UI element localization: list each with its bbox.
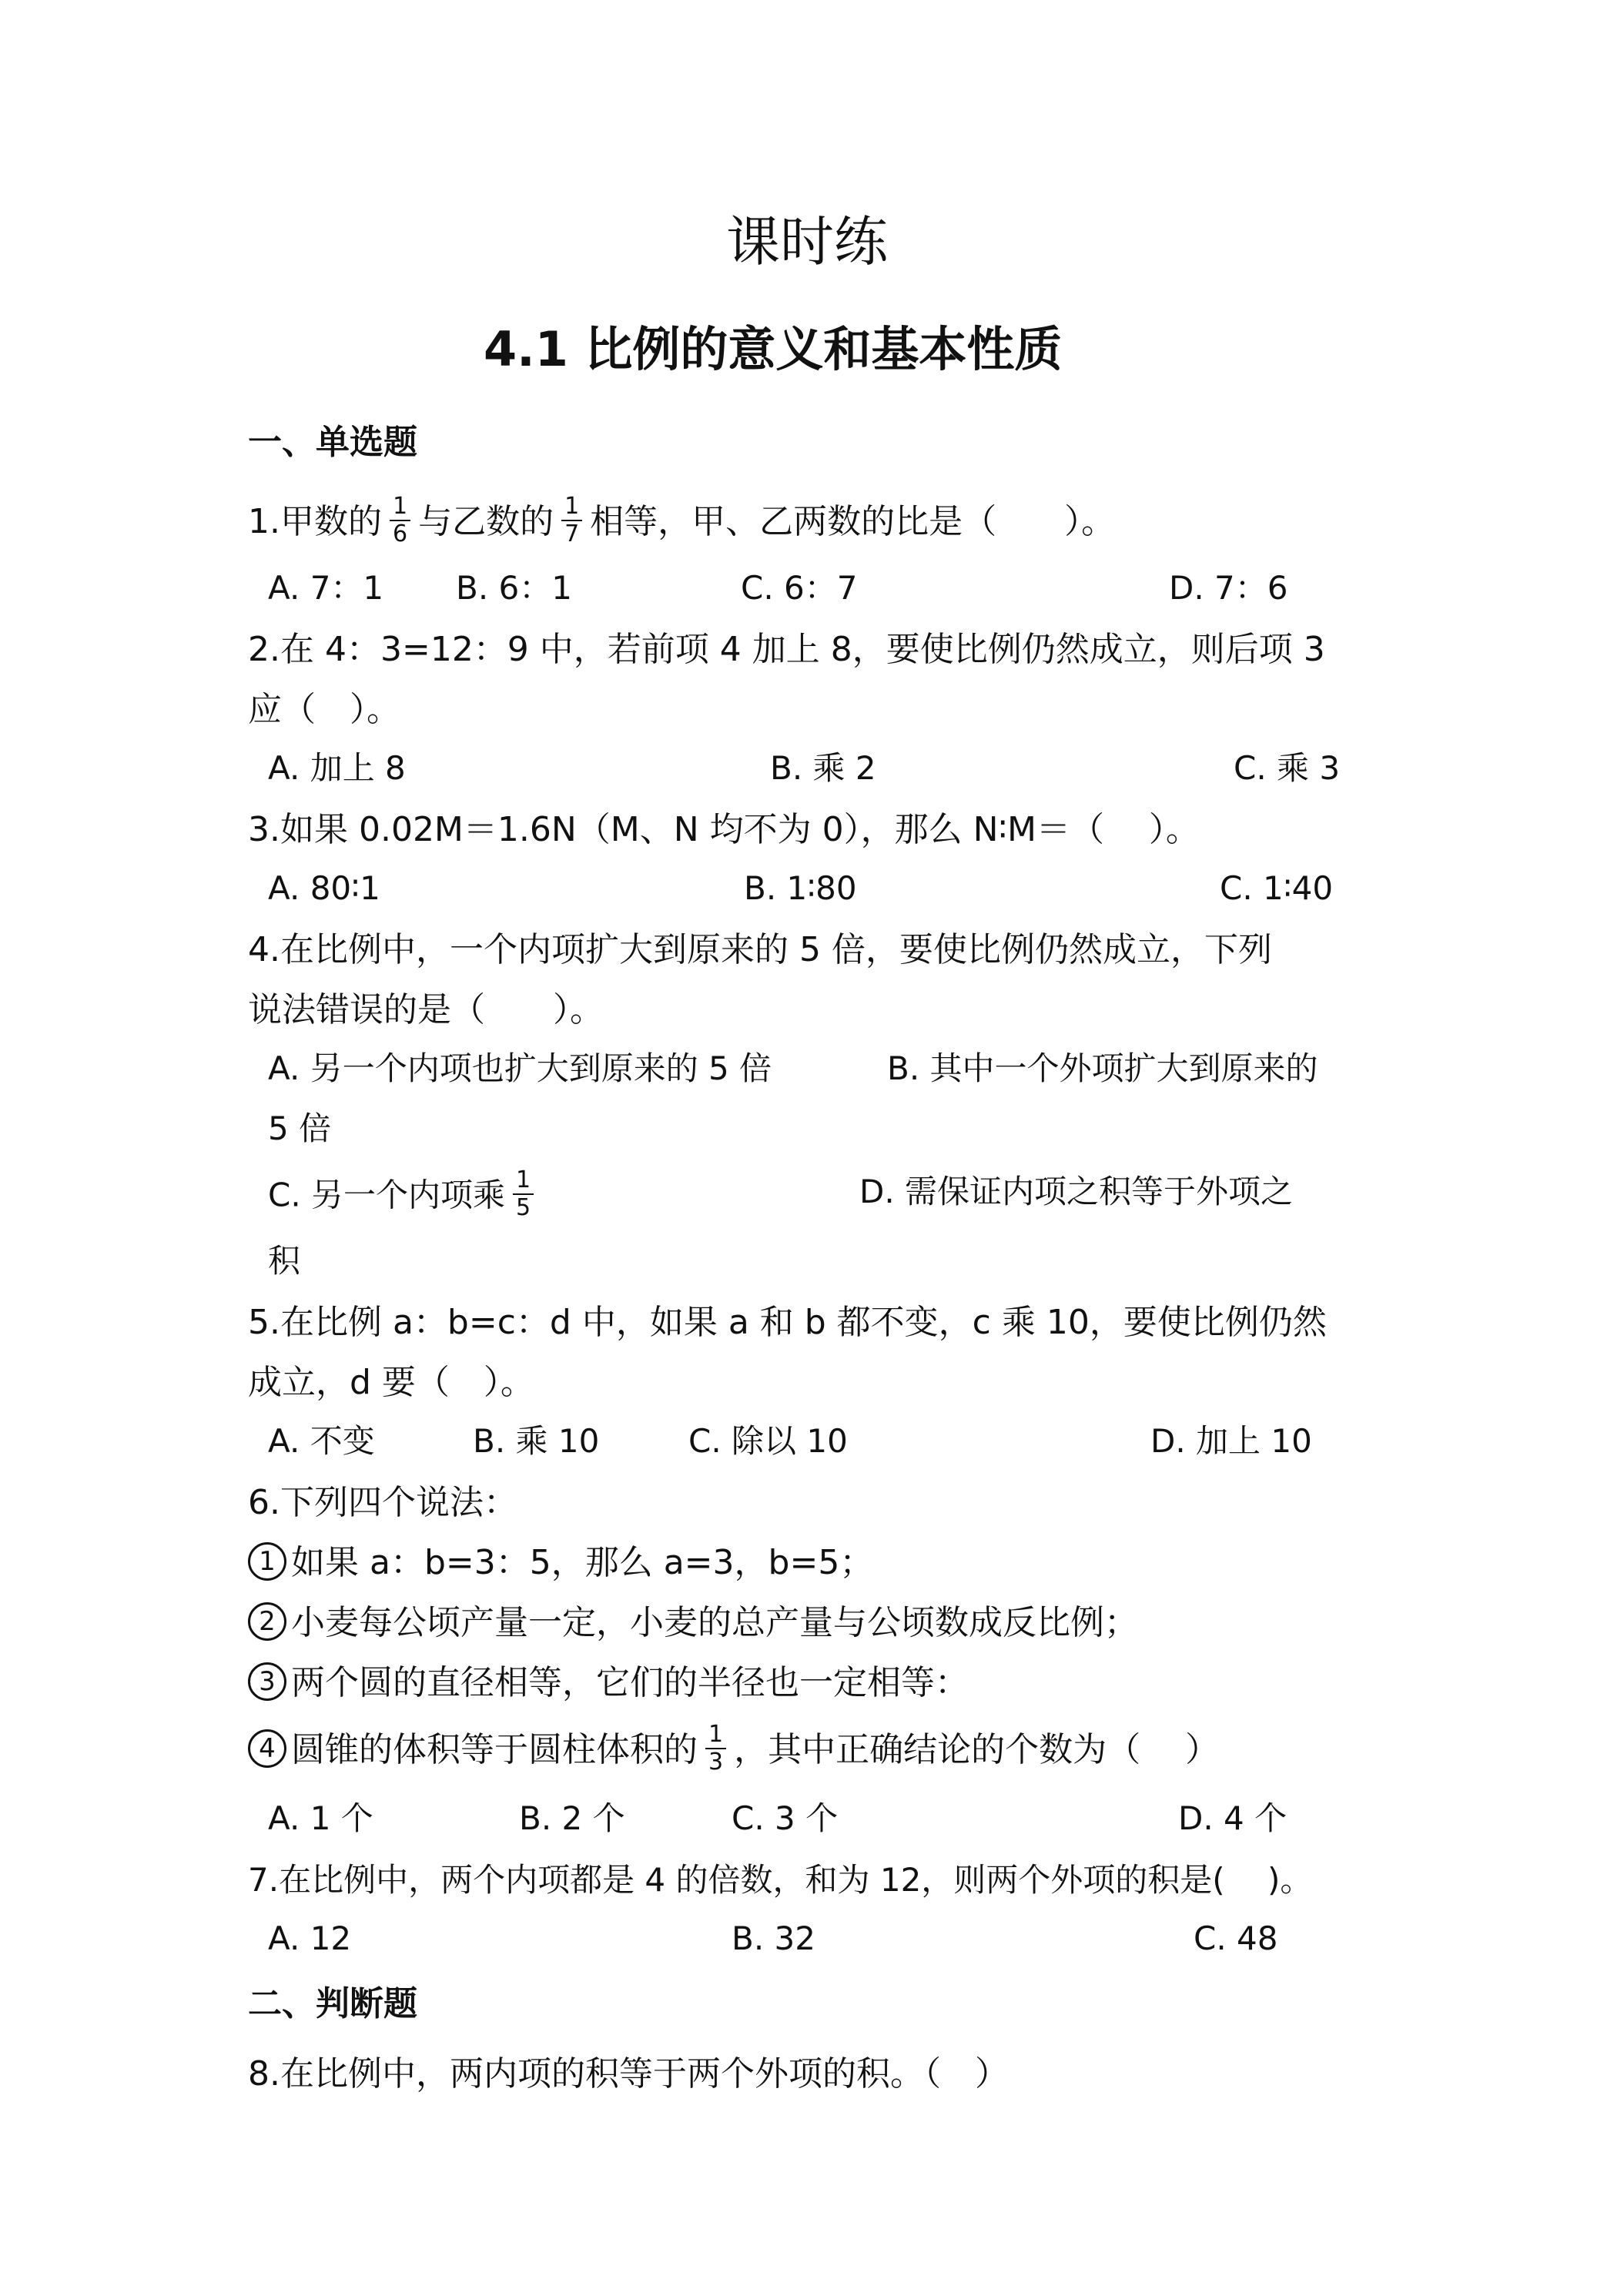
- question-5-line-1: 5.在比例 a：b=c：d 中，如果 a 和 b 都不变，c 乘 10，要使比例仍然: [248, 1303, 1327, 1342]
- option-c[interactable]: C. 48: [1194, 1919, 1278, 1957]
- question-4-line-1: 4.在比例中，一个内项扩大到原来的 5 倍，要使比例仍然成立，下列: [248, 930, 1272, 969]
- option-a[interactable]: A. 另一个内项也扩大到原来的 5 倍: [268, 1049, 772, 1087]
- question-1: [248, 493, 1116, 551]
- question-8: 8.在比例中，两内项的积等于两个外项的积。（ ）: [248, 2054, 1009, 2094]
- statement-text: 如果 a：b=3：5，那么 a=3，b=5；: [291, 1543, 874, 1582]
- statement-4: [248, 1721, 1220, 1779]
- question-2-line-1: 2.在 4：3=12：9 中，若前项 4 加上 8，要使比例仍然成立，则后项 3: [248, 630, 1325, 669]
- option-d[interactable]: D. 7：6: [1169, 569, 1288, 607]
- option-b[interactable]: B. 1∶80: [744, 869, 857, 907]
- fraction-numerator: 1: [564, 493, 580, 520]
- option-b[interactable]: B. 6：1: [456, 569, 572, 607]
- option-c[interactable]: [268, 1166, 541, 1224]
- statement-3: [248, 1660, 969, 1706]
- option-c[interactable]: C. 3 个: [732, 1799, 839, 1837]
- option-a[interactable]: A. 加上 8: [268, 749, 406, 787]
- question-4-line-2: 说法错误的是（ ）。: [248, 990, 604, 1029]
- page-title: 课时练: [726, 210, 888, 273]
- option-a[interactable]: A. 80∶1: [268, 869, 380, 907]
- circled-number-4-icon: 4: [248, 1729, 286, 1768]
- option-d[interactable]: D. 4 个: [1178, 1799, 1287, 1837]
- question-2-line-2: 应（ ）。: [248, 690, 400, 729]
- page-subtitle: 4.1 比例的意义和基本性质: [484, 321, 1063, 377]
- option-c[interactable]: C. 乘 3: [1234, 749, 1341, 787]
- statement-text: ，其中正确结论的个数为（ ）: [734, 1730, 1220, 1769]
- circled-number-1-icon: 1: [248, 1542, 286, 1581]
- option-c[interactable]: C. 6：7: [741, 569, 858, 607]
- fraction: [390, 494, 410, 547]
- option-d-continued: 积: [268, 1242, 301, 1280]
- statement-1: [248, 1540, 873, 1586]
- option-a[interactable]: A. 不变: [268, 1422, 375, 1460]
- option-b[interactable]: B. 乘 2: [770, 749, 876, 787]
- option-a[interactable]: A. 12: [268, 1919, 352, 1957]
- question-text: 与乙数的: [418, 502, 554, 541]
- section-heading-single-choice: 一、单选题: [248, 423, 417, 462]
- statement-text: 两个圆的直径相等，它们的半径也一定相等：: [291, 1663, 969, 1702]
- circled-number-2-icon: 2: [248, 1602, 286, 1641]
- fraction-numerator: 1: [516, 1166, 531, 1193]
- question-6: 6.下列四个说法：: [248, 1483, 517, 1522]
- option-a[interactable]: A. 7：1: [268, 569, 384, 607]
- option-c-text: C. 另一个内项乘: [268, 1176, 506, 1214]
- fraction-numerator: 1: [392, 493, 408, 520]
- option-b[interactable]: B. 2 个: [519, 1799, 625, 1837]
- question-5-line-2: 成立，d 要（ ）。: [248, 1363, 534, 1402]
- fraction: [513, 1167, 534, 1221]
- statement-2: [248, 1600, 1138, 1646]
- option-b[interactable]: B. 其中一个外项扩大到原来的: [887, 1049, 1318, 1087]
- fraction: [705, 1722, 726, 1776]
- question-text: 1.甲数的: [248, 502, 382, 541]
- fraction-denominator: 6: [390, 520, 410, 547]
- option-b-continued: 5 倍: [268, 1110, 332, 1147]
- option-c[interactable]: C. 1∶40: [1220, 869, 1334, 907]
- statement-text: 圆锥的体积等于圆柱体积的: [291, 1730, 698, 1769]
- option-d[interactable]: D. 需保证内项之积等于外项之: [859, 1173, 1294, 1210]
- option-a[interactable]: A. 1 个: [268, 1799, 373, 1837]
- question-text: 相等，甲、乙两数的比是（ ）。: [590, 502, 1116, 541]
- option-c[interactable]: C. 除以 10: [688, 1422, 848, 1460]
- question-3: 3.如果 0.02M＝1.6N（M、N 均不为 0），那么 N∶M＝（ ）。: [248, 810, 1200, 849]
- fraction-denominator: 7: [561, 520, 582, 547]
- option-b[interactable]: B. 乘 10: [473, 1422, 600, 1460]
- circled-number-3-icon: 3: [248, 1662, 286, 1701]
- fraction: [561, 494, 582, 547]
- fraction-denominator: 3: [705, 1748, 726, 1776]
- option-d[interactable]: D. 加上 10: [1150, 1422, 1312, 1460]
- fraction-numerator: 1: [708, 1721, 724, 1748]
- question-7: 7.在比例中，两个内项都是 4 的倍数，和为 12，则两个外项的积是( )。: [248, 1861, 1313, 1899]
- fraction-denominator: 5: [513, 1193, 534, 1221]
- section-heading-true-false: 二、判断题: [248, 1984, 417, 2023]
- statement-text: 小麦每公顷产量一定，小麦的总产量与公顷数成反比例；: [291, 1603, 1138, 1642]
- option-b[interactable]: B. 32: [732, 1919, 815, 1957]
